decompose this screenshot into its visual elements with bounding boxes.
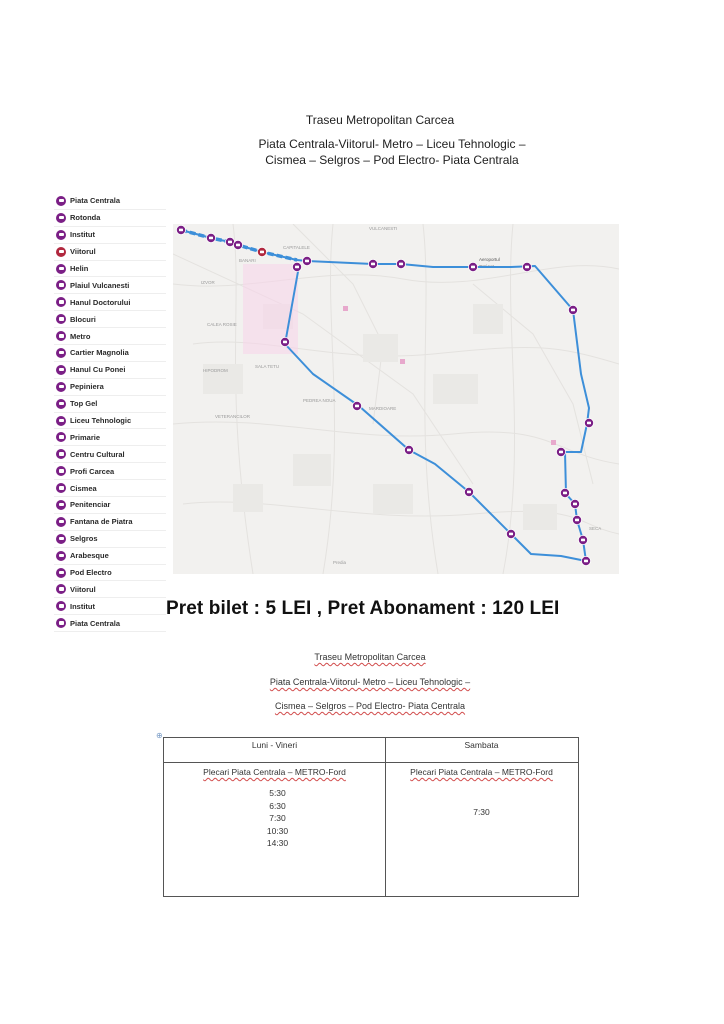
bus-stop-icon: [56, 382, 66, 392]
stop-list-item[interactable]: [54, 514, 166, 531]
departure-time: 10:30: [266, 825, 289, 836]
bus-stop-icon: [56, 280, 66, 290]
bus-icon: [283, 341, 287, 344]
bus-stop-icon: [56, 196, 66, 206]
svg-text:HIPODROM: HIPODROM: [203, 368, 228, 373]
bus-icon: [525, 266, 529, 269]
stop-label: Viitorul: [70, 247, 96, 257]
bus-icon: [571, 309, 575, 312]
schedule-table: [163, 737, 579, 897]
stop-label: Pod Electro: [70, 568, 112, 578]
bus-stop-icon: [56, 213, 66, 223]
bus-stop-icon: [56, 584, 66, 594]
stop-list-item[interactable]: [54, 193, 166, 210]
bus-icon: [573, 503, 577, 506]
bus-stop-icon: [56, 399, 66, 409]
stop-label: Piata Centrala: [70, 196, 121, 206]
doc-title: Traseu Metropolitan Carcea: [314, 652, 426, 662]
stop-label: Helin: [70, 264, 89, 273]
route-line-2: Cismea – Selgros – Pod Electro- Piata Centrala: [265, 153, 519, 167]
bus-stop-icon: [56, 230, 66, 240]
stop-list-item[interactable]: [54, 311, 166, 328]
weekday-subheader: Plecari Piata Centrala – METRO-Ford: [203, 767, 346, 777]
stop-label: Metro: [70, 331, 91, 341]
bus-icon: [355, 405, 359, 408]
svg-text:CAPITALELE: CAPITALELE: [283, 245, 310, 250]
bus-stop-icon: [56, 618, 66, 628]
price-line: Pret bilet : 5 LEI , Pret Abonament : 120 LEI: [166, 598, 560, 619]
bus-icon: [399, 263, 403, 266]
stop-list-item[interactable]: [54, 277, 166, 294]
bus-stop-icon: [56, 247, 66, 257]
departure-time: 7:30: [473, 807, 490, 817]
route-line-1: Piata Centrala-Viitorul- Metro – Liceu Tehnologic –: [258, 137, 526, 151]
bus-stop-icon: [56, 483, 66, 493]
stop-list-item[interactable]: [54, 446, 166, 463]
bus-icon: [581, 539, 585, 542]
stop-label: Institut: [70, 601, 95, 611]
bus-icon: [563, 492, 567, 495]
departure-time: 6:30: [269, 800, 286, 811]
bus-stop-icon: [56, 348, 66, 358]
bus-stop-icon: [56, 331, 66, 341]
weekday-column: [164, 738, 386, 896]
stop-list-item[interactable]: [54, 210, 166, 227]
bus-icon: [236, 244, 240, 247]
stop-label: Hanul Cu Ponei: [70, 365, 126, 375]
svg-text:SALA TETU: SALA TETU: [255, 364, 280, 369]
doc-route-line-1: Piata Centrala-Viitorul- Metro – Liceu Tehnologic –: [269, 677, 471, 687]
route-description: [0, 136, 724, 168]
bus-icon: [228, 241, 232, 244]
svg-text:MARDIOARE: MARDIOARE: [369, 406, 397, 411]
stop-list-item[interactable]: [54, 497, 166, 514]
stop-label: Cismea: [70, 483, 97, 493]
weekday-header: Luni - Vineri: [164, 738, 385, 763]
weekday-times: [164, 787, 385, 850]
bus-stop-icon: [56, 500, 66, 510]
bus-icon: [305, 260, 309, 263]
stop-label: Liceu Tehnologic: [70, 416, 132, 426]
stop-list-item[interactable]: [54, 531, 166, 548]
departure-time: 14:30: [266, 838, 289, 848]
bus-icon: [584, 560, 588, 563]
bus-stop-icon: [56, 449, 66, 459]
stop-label: Hanul Doctorului: [70, 297, 131, 307]
stop-label: Institut: [70, 230, 95, 240]
route-map-svg[interactable]: [173, 224, 619, 574]
stop-list-item[interactable]: [54, 261, 166, 278]
bus-stop-icon: [56, 551, 66, 561]
svg-text:Aeroportul: Aeroportul: [479, 257, 500, 262]
saturday-header: Sambata: [385, 738, 578, 763]
stop-label: Piata Centrala: [70, 618, 121, 628]
stop-list-item[interactable]: [54, 429, 166, 446]
stop-label: Penitenciar: [70, 500, 111, 510]
bus-stop-icon: [56, 264, 66, 274]
bus-icon: [559, 451, 563, 454]
saturday-column: [385, 738, 578, 896]
svg-text:CALEA ROSIE: CALEA ROSIE: [207, 322, 237, 327]
svg-text:Craiova: Craiova: [479, 264, 495, 269]
stop-label: Profi Carcea: [70, 466, 115, 476]
stop-list-item[interactable]: [54, 294, 166, 311]
bus-stop-icon: [56, 314, 66, 324]
stop-label: Primarie: [70, 432, 101, 442]
stop-list-item[interactable]: [54, 328, 166, 345]
table-move-handle-icon[interactable]: ⊕: [156, 731, 163, 740]
bus-stop-icon: [56, 601, 66, 611]
svg-text:SECA: SECA: [589, 526, 602, 531]
stop-list-item[interactable]: [54, 581, 166, 598]
stop-label: Top Gel: [70, 399, 98, 409]
bus-stop-icon: [56, 568, 66, 578]
svg-text:Predia: Predia: [333, 560, 347, 565]
stop-list-item[interactable]: [54, 345, 166, 362]
stop-list-item[interactable]: [54, 598, 166, 615]
bus-stop-icon: [56, 466, 66, 476]
stop-label: Cartier Magnolia: [70, 348, 129, 358]
stop-label: Viitorul: [70, 584, 96, 594]
stop-list-item[interactable]: [54, 413, 166, 430]
stop-label: Pepiniera: [70, 382, 104, 392]
stop-list-item[interactable]: [54, 244, 166, 261]
bus-stop-icon: [56, 365, 66, 375]
bus-stop-icon: [56, 534, 66, 544]
departure-time: 7:30: [269, 813, 286, 823]
saturday-subheader: Plecari Piata Centrala – METRO-Ford: [410, 767, 553, 777]
bus-icon: [371, 263, 375, 266]
stop-list-item[interactable]: [54, 396, 166, 413]
bus-icon: [467, 491, 471, 494]
bus-icon: [587, 422, 591, 425]
departure-time: 5:30: [269, 788, 286, 798]
svg-text:PEDREA NOUA: PEDREA NOUA: [303, 398, 336, 403]
bus-icon: [295, 266, 299, 269]
stop-label: Plaiul Vulcanesti: [70, 280, 130, 290]
bus-stop-icon: [56, 517, 66, 527]
stop-list-item[interactable]: [54, 615, 166, 632]
bus-icon: [471, 266, 475, 269]
stop-label: Fantana de Piatra: [70, 517, 133, 527]
bus-icon: [260, 251, 264, 254]
stop-list-item[interactable]: [54, 362, 166, 379]
stop-label: Selgros: [70, 534, 98, 544]
stop-label: Rotonda: [70, 213, 101, 223]
stop-label: Blocuri: [70, 314, 96, 324]
svg-text:IZVOR: IZVOR: [201, 280, 215, 285]
route-map[interactable]: [173, 224, 619, 574]
svg-text:VULCANESTI: VULCANESTI: [369, 226, 398, 231]
stop-list-item[interactable]: [54, 480, 166, 497]
doc-route-line-2: Cismea – Selgros – Pod Electro- Piata Centrala: [274, 701, 466, 711]
stop-list-item[interactable]: [54, 565, 166, 582]
bus-icon: [179, 229, 183, 232]
page-title: Traseu Metropolitan Carcea: [305, 113, 455, 127]
bus-icon: [509, 533, 513, 536]
stop-label: Arabesque: [70, 551, 109, 561]
bus-icon: [575, 519, 579, 522]
stop-list-item[interactable]: [54, 379, 166, 396]
bus-stop-icon: [56, 416, 66, 426]
saturday-times: [385, 806, 578, 819]
svg-text:VETERANCILOR: VETERANCILOR: [215, 414, 251, 419]
bus-stop-icon: [56, 432, 66, 442]
stop-list-item[interactable]: [54, 463, 166, 480]
svg-text:BANARI: BANARI: [239, 258, 256, 263]
bus-icon: [209, 237, 213, 240]
bus-icon: [407, 449, 411, 452]
stop-label: Centru Cultural: [70, 449, 125, 459]
stop-list-item[interactable]: [54, 548, 166, 565]
bus-stop-icon: [56, 297, 66, 307]
stop-list-item[interactable]: [54, 227, 166, 244]
stop-list: [54, 193, 166, 632]
